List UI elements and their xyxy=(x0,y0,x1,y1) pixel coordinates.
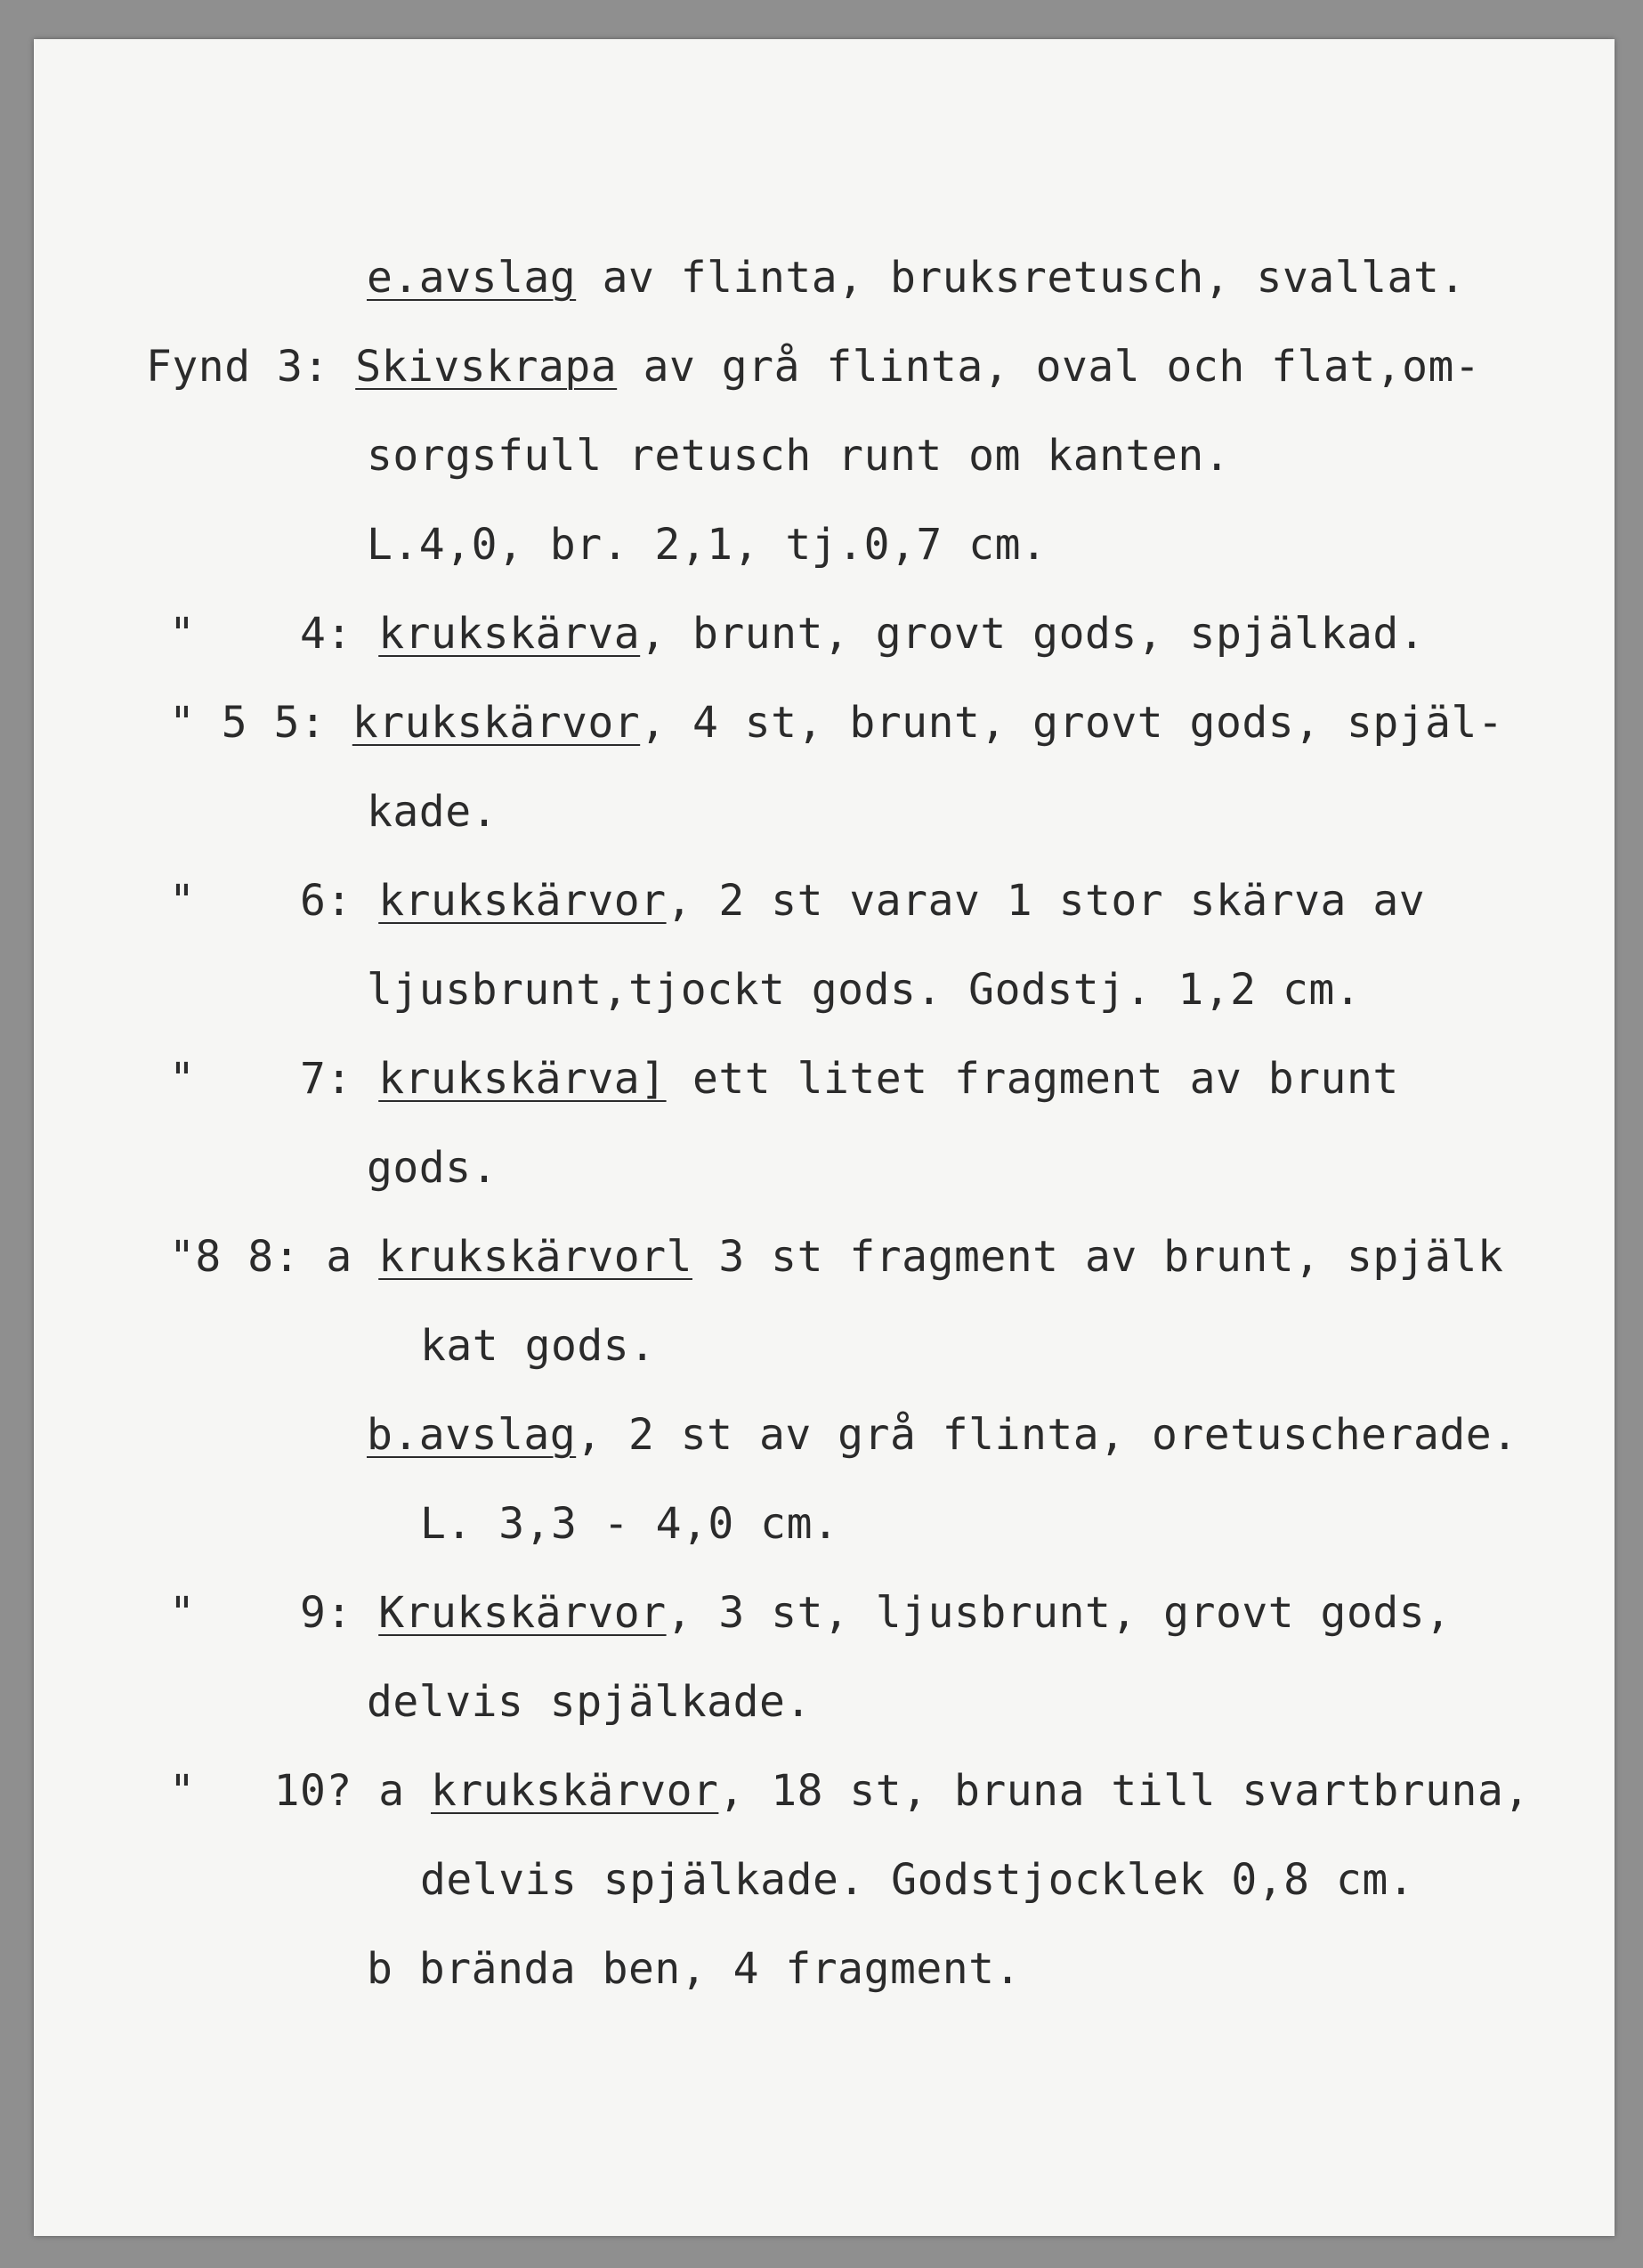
text-line: " 10? a krukskärvor, 18 st, bruna till svartbruna, xyxy=(169,1766,1530,1816)
text-line: " 4: krukskärva, brunt, grovt gods, spjälkad. xyxy=(169,609,1426,659)
text-line: L. 3,3 - 4,0 cm. xyxy=(420,1499,839,1549)
text-line: b.avslag, 2 st av grå flinta, oretuscherade. xyxy=(367,1410,1518,1460)
text-line: L.4,0, br. 2,1, tj.0,7 cm. xyxy=(367,520,1048,570)
text-line: kade. xyxy=(367,787,498,837)
text-line: b brända ben, 4 fragment. xyxy=(367,1944,1021,1994)
text-line: gods. xyxy=(367,1143,498,1193)
text-line: sorgsfull retusch runt om kanten. xyxy=(367,431,1231,481)
text-line: " 7: krukskärva] ett litet fragment av brunt xyxy=(169,1054,1399,1104)
text-line: ljusbrunt,tjockt gods. Godstj. 1,2 cm. xyxy=(367,965,1362,1015)
text-line: kat gods. xyxy=(420,1321,656,1371)
text-line: " 6: krukskärvor, 2 st varav 1 stor skärva av xyxy=(169,876,1426,926)
document-page xyxy=(34,39,1615,2236)
text-line: delvis spjälkade. Godstjocklek 0,8 cm. xyxy=(420,1855,1415,1905)
text-line: delvis spjälkade. xyxy=(367,1677,812,1727)
text-line: "8 8: a krukskärvorl 3 st fragment av brunt, spjälk xyxy=(169,1232,1504,1282)
text-line: e.avslag av flinta, bruksretusch, svallat. xyxy=(367,253,1466,303)
text-line: Fynd 3: Skivskrapa av grå flinta, oval och flat,om- xyxy=(146,342,1481,392)
text-line: " 5 5: krukskärvor, 4 st, brunt, grovt gods, spjäl- xyxy=(169,698,1504,748)
text-line: " 9: Krukskärvor, 3 st, ljusbrunt, grovt gods, xyxy=(169,1588,1452,1638)
